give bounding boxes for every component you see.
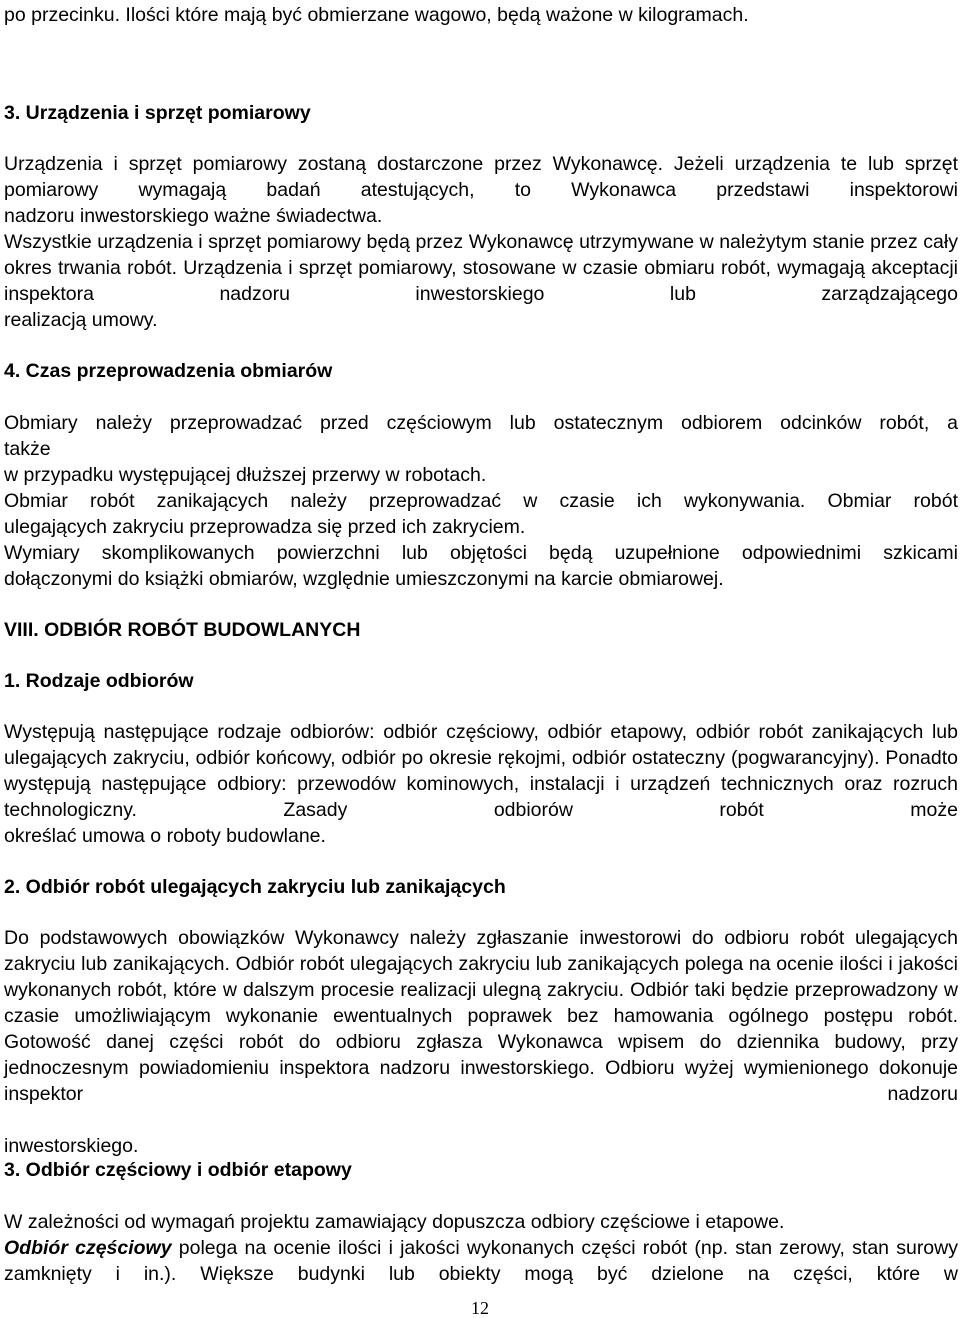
section-heading: 3. Odbiór częściowy i odbiór etapowy <box>4 1159 352 1181</box>
paragraph-last-line: inwestorskiego. <box>4 1135 139 1157</box>
page-number: 12 <box>471 1298 489 1318</box>
section-heading: 2. Odbiór robót ulegających zakryciu lub zanikających <box>4 876 506 898</box>
paragraph: Występują następujące rodzaje odbiorów: odbiór częściowy, odbiór etapowy, odbiór robót zanikających lub ulegających zakryciu, odbiór końcowy, odbiór po okresie rękojmi, odbiór ostateczny (pogwarancyjny). Ponadto występują następujące odbiory: przewodów kominowych, instalacji i urządzeń technicznych oraz rozruch technologiczny. Zasady odbiorów robót może <box>4 721 958 821</box>
paragraph-last-line: ulegających zakryciu przeprowadza się przed ich zakryciem. <box>4 516 526 538</box>
paragraph: Urządzenia i sprzęt pomiarowy zostaną dostarczone przez Wykonawcę. Jeżeli urządzenia te lub sprzęt pomiarowy wymagają badań atestujących, to Wykonawca przedstawi inspektorowi <box>4 153 958 201</box>
section-heading: 1. Rodzaje odbiorów <box>4 670 194 692</box>
paragraph-line: także <box>4 438 51 460</box>
paragraph: W zależności od wymagań projektu zamawiający dopuszcza odbiory częściowe i etapowe. <box>4 1211 785 1233</box>
paragraph: Do podstawowych obowiązków Wykonawcy należy zgłaszanie inwestorowi do odbioru robót ulegających zakryciu lub zanikających. Odbiór robót ulegających zakryciu lub zanikających polega na ocenie ilości i jakości wykonanych robót, które w dalszym procesie realizacji ulegną zakryciu. Odbiór taki będzie przeprowadzony w czasie umożliwiającym wykonanie ewentualnych poprawek bez hamowania ogólnego postępu robót. Gotowość danej części robót do odbioru zgłasza Wykonawca wpisem do dziennika budowy, przy jednoczesnym powiadomieniu inspektora nadzoru inwestorskiego. Odbioru wyżej wymienionego dokonuje inspektor nadzoru <box>4 927 958 1105</box>
paragraph: Obmiar robót zanikających należy przeprowadzać w czasie ich wykonywania. Obmiar robót <box>4 490 958 512</box>
paragraph <box>4 1235 958 1287</box>
bold-italic-term: Odbiór częściowy <box>4 1237 172 1259</box>
paragraph-last-line: dołączonymi do książki obmiarów, względnie umieszczonymi na karcie obmiarowej. <box>4 568 724 590</box>
paragraph-text: polega na ocenie ilości i jakości wykonanych części robót (np. stan zerowy, stan surowy zamknięty i in.). Większe budynki lub obiekty mogą być dzielone na części, które w <box>4 1237 958 1285</box>
paragraph-last-line: określać umowa o roboty budowlane. <box>4 825 326 847</box>
paragraph-line: w przypadku występującej dłuższej przerwy w robotach. <box>4 464 487 486</box>
paragraph: Wszystkie urządzenia i sprzęt pomiarowy będą przez Wykonawcę utrzymywane w należytym stanie przez cały okres trwania robót. Urządzenia i sprzęt pomiarowy, stosowane w czasie obmiaru robót, wymagają akceptacji inspektora nadzoru inwestorskiego lub zarządzającego <box>4 231 958 305</box>
paragraph-last-line: realizacją umowy. <box>4 309 158 331</box>
section-heading: 4. Czas przeprowadzenia obmiarów <box>4 360 333 382</box>
paragraph-last-line: nadzoru inwestorskiego ważne świadectwa. <box>4 205 383 227</box>
chapter-heading: VIII. ODBIÓR ROBÓT BUDOWLANYCH <box>4 619 361 641</box>
text-line: po przecinku. Ilości które mają być obmierzane wagowo, będą ważone w kilogramach. <box>4 4 749 26</box>
paragraph: Obmiary należy przeprowadzać przed częściowym lub ostatecznym odbiorem odcinków robót, a <box>4 412 958 434</box>
paragraph: Wymiary skomplikowanych powierzchni lub objętości będą uzupełnione odpowiednimi szkicami <box>4 542 958 564</box>
section-heading: 3. Urządzenia i sprzęt pomiarowy <box>4 102 311 124</box>
